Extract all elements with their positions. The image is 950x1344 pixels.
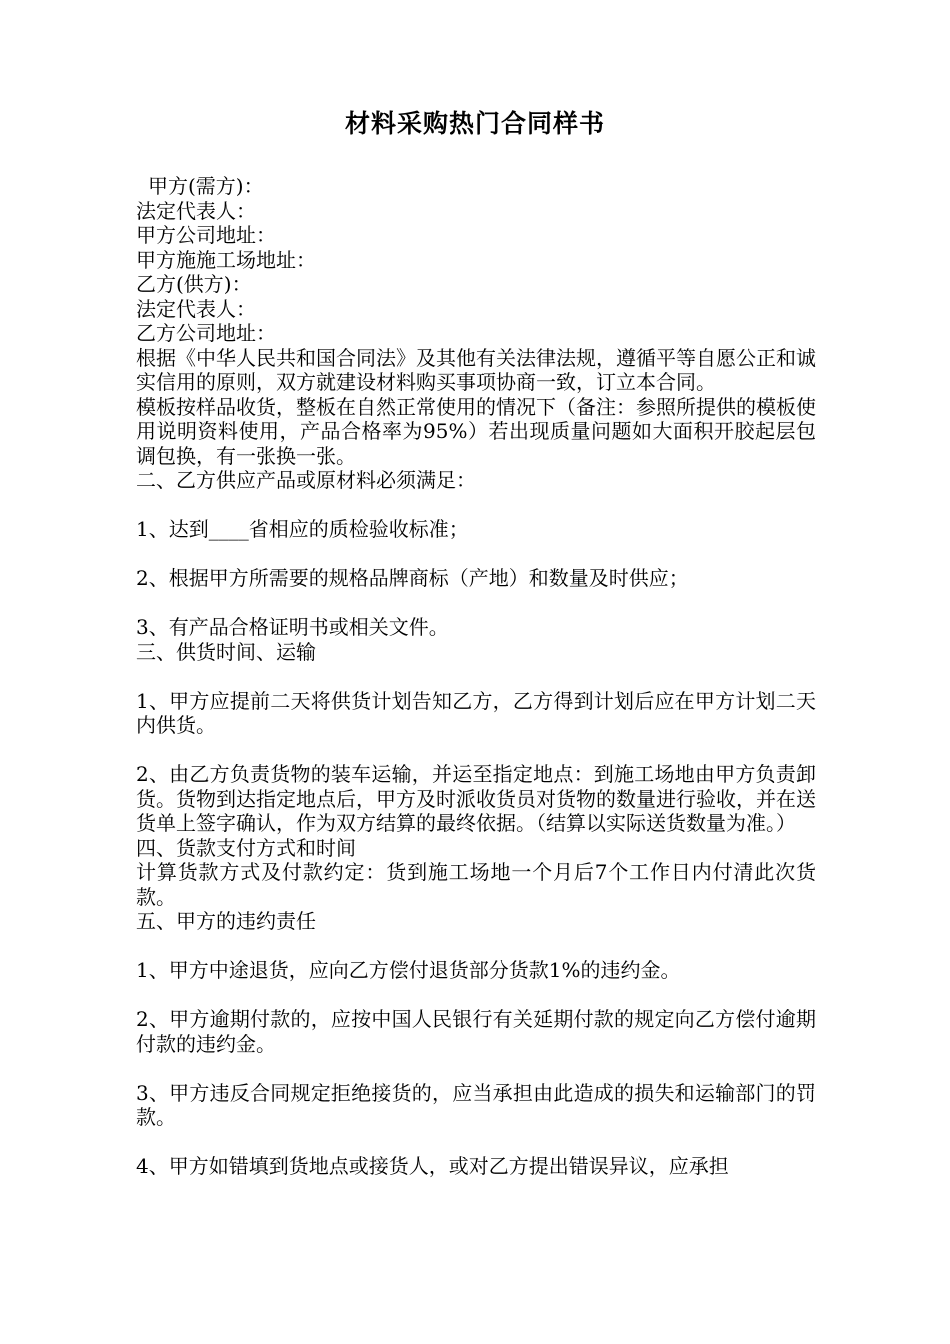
section-3-heading: 三、供货时间、运输 (136, 639, 316, 664)
spacer (136, 1130, 816, 1155)
spacer (136, 591, 816, 616)
spacer (136, 738, 816, 763)
party-b-field: 乙方(供方)： (136, 272, 252, 296)
template-clause-paragraph: 模板按样品收货，整板在自然正常使用的情况下（备注：参照所提供的模板使用说明资料使用，产品合格率为95%）若出现质量问题如大面积开胶起层包调包换，有一张换一张。 (136, 394, 816, 468)
section-3-item-2: 2、由乙方负责货物的装车运输，并运至指定地点：到施工场地由甲方负责卸货。货物到达指定地点后，甲方及时派收货员对货物的数量进行验收，并在送货单上签字确认，作为双方结算的最终依据。（结算以实际送货数量为准。） (136, 762, 816, 835)
spacer (136, 983, 816, 1008)
section-3-item-1: 1、甲方应提前二天将供货计划告知乙方，乙方得到计划后应在甲方计划二天内供货。 (136, 688, 816, 737)
section-5-item-4: 4、甲方如错填到货地点或接货人，或对乙方提出错误异议，应承担 (136, 1154, 729, 1178)
section-5-item-1: 1、甲方中途退货，应向乙方偿付退货部分货款1%的违约金。 (136, 958, 681, 982)
section-4-text: 计算货款方式及付款约定：货到施工场地一个月后7个工作日内付清此次货款。 (136, 860, 816, 909)
intro-paragraph: 根据《中华人民共和国合同法》及其他有关法律法规，遵循平等自愿公正和诚实信用的原则，双方就建设材料购买事项协商一致，订立本合同。 (136, 345, 816, 394)
section-5-item-2: 2、甲方逾期付款的，应按中国人民银行有关延期付款的规定向乙方偿付逾期付款的违约金。 (136, 1007, 816, 1056)
document-body (136, 174, 816, 1179)
party-b-legal-rep-field: 法定代表人： (136, 296, 256, 321)
spacer (136, 493, 816, 518)
section-5-item-3: 3、甲方违反合同规定拒绝接货的，应当承担由此造成的损失和运输部门的罚款。 (136, 1080, 816, 1129)
spacer (136, 1056, 816, 1081)
party-a-address-field: 甲方公司地址： (136, 223, 276, 247)
party-a-legal-rep-field: 法定代表人： (136, 198, 256, 223)
party-a-site-address-field: 甲方施施工场地址： (136, 247, 316, 272)
section-4-heading: 四、货款支付方式和时间 (136, 835, 356, 860)
spacer (136, 664, 816, 689)
party-b-address-field: 乙方公司地址： (136, 321, 276, 345)
party-a-field: 甲方(需方)： (148, 174, 264, 198)
document-title: 材料采购热门合同样书 (344, 109, 605, 138)
section-2-item-1: 1、达到____省相应的质检验收标准； (136, 517, 469, 541)
spacer (136, 542, 816, 567)
section-2-item-3: 3、有产品合格证明书或相关文件。 (136, 615, 449, 639)
section-2-item-2: 2、根据甲方所需要的规格品牌商标（产地）和数量及时供应； (136, 566, 689, 590)
spacer (136, 934, 816, 959)
section-2-heading: 二、乙方供应产品或原材料必须满足： (136, 468, 476, 492)
section-5-heading: 五、甲方的违约责任 (136, 909, 316, 933)
